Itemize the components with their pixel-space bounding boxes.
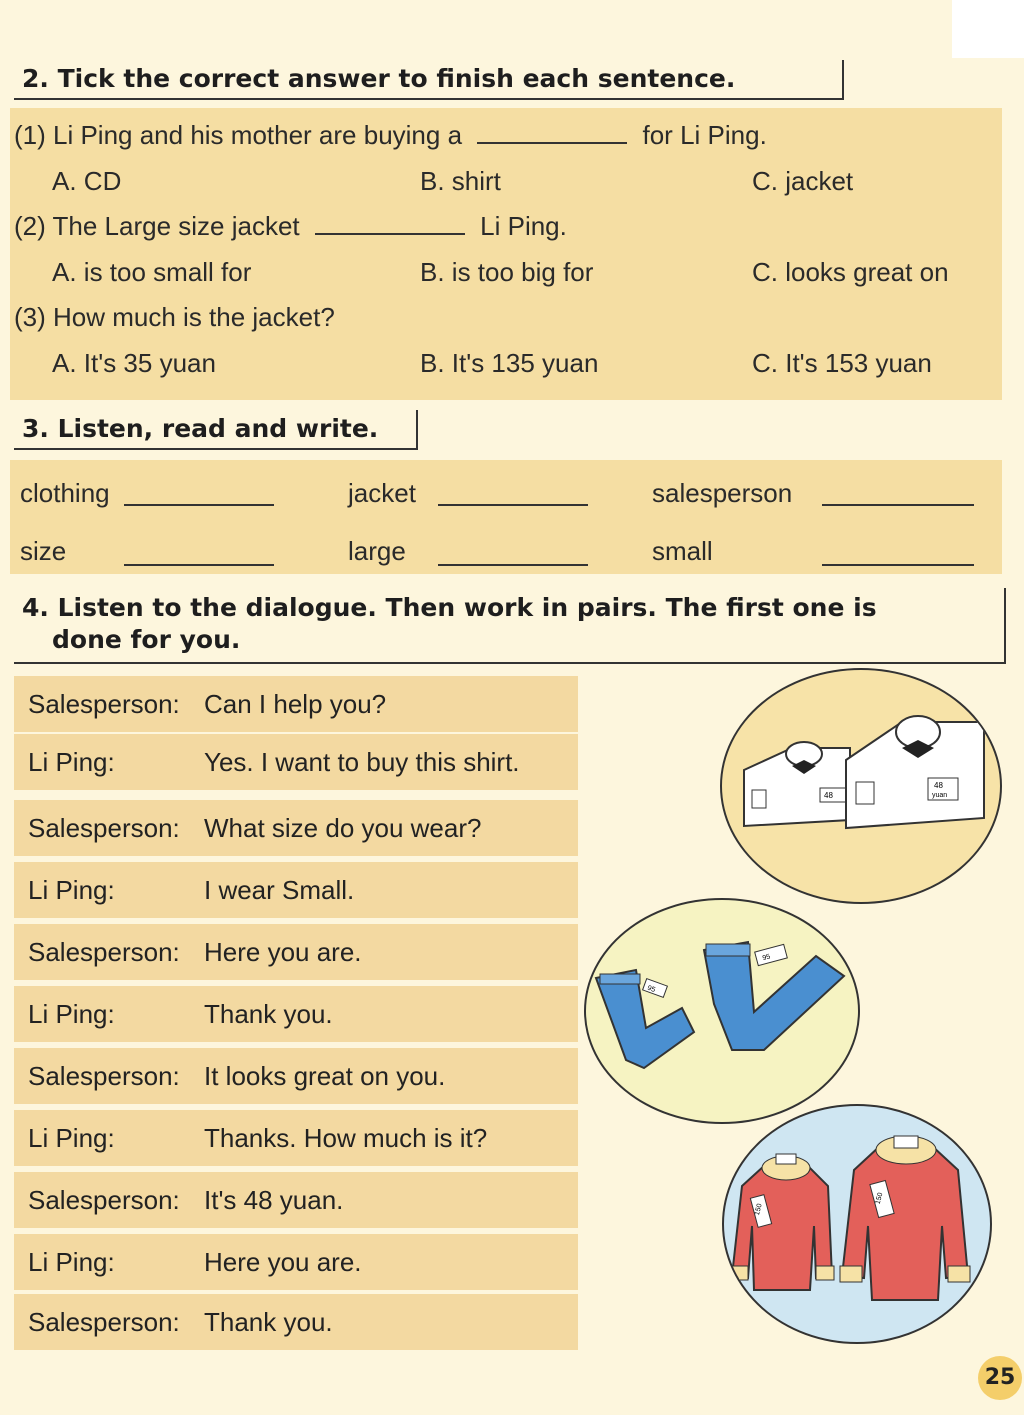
dialogue-row <box>14 1294 578 1350</box>
dialogue-line: I wear Small. <box>204 875 355 905</box>
write-blank-salesperson[interactable] <box>822 504 974 506</box>
jeans-small-icon <box>596 970 694 1068</box>
jackets-picture <box>722 1104 992 1344</box>
answer-blank[interactable] <box>315 233 465 235</box>
shirt-price-tag: 48 <box>824 791 833 800</box>
dialogue-line: Can I help you? <box>204 689 387 719</box>
write-blank-clothing[interactable] <box>124 504 274 506</box>
dialogue-line: Thank you. <box>204 999 333 1029</box>
section-3-header: 3. Listen, read and write. <box>14 410 418 450</box>
jacket-price-tag: 150 <box>753 1202 764 1217</box>
dialogue-row <box>14 800 578 856</box>
dialogue-line: Here you are. <box>204 1247 362 1277</box>
dialogue-line: It's 48 yuan. <box>204 1185 344 1215</box>
speaker: Li Ping: <box>28 1247 115 1277</box>
dialogue-row <box>14 676 578 732</box>
write-blank-size[interactable] <box>124 564 274 566</box>
section-4-header-line1: 4. Listen to the dialogue. Then work in pairs. The first one is <box>22 593 877 622</box>
write-blank-small[interactable] <box>822 564 974 566</box>
question-1 <box>14 120 767 151</box>
dialogue-row <box>14 1234 578 1290</box>
question-2 <box>14 211 567 242</box>
speaker: Salesperson: <box>28 689 180 719</box>
word-jacket: jacket <box>348 478 416 508</box>
speaker: Li Ping: <box>28 875 115 905</box>
dialogue-line: What size do you wear? <box>204 813 482 843</box>
shirt-price-tag: 48 <box>934 781 943 790</box>
section-4-header-line2: done for you. <box>52 625 241 654</box>
page-number: 25 <box>978 1356 1022 1400</box>
jeans-price-tag: 95 <box>646 984 657 994</box>
dialogue-line: Thank you. <box>204 1307 333 1337</box>
dialogue-line: Here you are. <box>204 937 362 967</box>
speaker: Salesperson: <box>28 1061 180 1091</box>
option-2b[interactable]: B. is too big for <box>420 257 594 287</box>
page-corner <box>952 0 1024 58</box>
question-1-end: for Li Ping. <box>642 120 767 150</box>
jacket-small-icon <box>730 1154 834 1290</box>
dialogue-row <box>14 1172 578 1228</box>
dialogue-row <box>14 862 578 918</box>
answer-blank[interactable] <box>477 142 627 144</box>
jeans-illustration <box>586 900 860 1124</box>
jeans-picture <box>584 898 860 1124</box>
jacket-large-icon <box>840 1136 970 1300</box>
dialogue-row <box>14 924 578 980</box>
shirt-large-icon <box>846 716 984 828</box>
question-2-text: (2) The Large size jacket <box>14 211 300 241</box>
speaker: Salesperson: <box>28 1307 180 1337</box>
word-large: large <box>348 536 406 566</box>
speaker: Salesperson: <box>28 1185 180 1215</box>
option-1a[interactable]: A. CD <box>52 166 122 196</box>
shirts-illustration <box>722 670 1002 904</box>
option-3b[interactable]: B. It's 135 yuan <box>420 348 599 378</box>
dialogue-row <box>14 734 578 790</box>
speaker: Salesperson: <box>28 813 180 843</box>
jacket-price-tag: 150 <box>874 1191 885 1206</box>
section-4-header <box>14 588 1006 664</box>
option-2c[interactable]: C. looks great on <box>752 257 949 287</box>
speaker: Salesperson: <box>28 937 180 967</box>
word-clothing: clothing <box>20 478 110 508</box>
question-3: (3) How much is the jacket? <box>14 302 335 332</box>
dialogue-line: Thanks. How much is it? <box>204 1123 488 1153</box>
word-salesperson: salesperson <box>652 478 793 508</box>
speaker: Li Ping: <box>28 747 115 777</box>
dialogue-row <box>14 1048 578 1104</box>
dialogue-row <box>14 986 578 1042</box>
jeans-price-tag: 95 <box>761 953 772 963</box>
speaker: Li Ping: <box>28 999 115 1029</box>
section-3-panel <box>10 460 1002 574</box>
option-1b[interactable]: B. shirt <box>420 166 501 196</box>
shirt-price-unit: yuan <box>932 792 948 799</box>
speaker: Li Ping: <box>28 1123 115 1153</box>
shirt-small-icon <box>744 742 850 826</box>
shirts-picture <box>720 668 1002 904</box>
section-2-header: 2. Tick the correct answer to finish each sentence. <box>14 60 844 100</box>
dialogue-line: It looks great on you. <box>204 1061 446 1091</box>
section-2-panel <box>10 108 1002 400</box>
write-blank-large[interactable] <box>438 564 588 566</box>
option-1c[interactable]: C. jacket <box>752 166 854 196</box>
question-1-text: (1) Li Ping and his mother are buying a <box>14 120 463 150</box>
write-blank-jacket[interactable] <box>438 504 588 506</box>
option-2a[interactable]: A. is too small for <box>52 257 252 287</box>
dialogue-line: Yes. I want to buy this shirt. <box>204 747 520 777</box>
option-3a[interactable]: A. It's 35 yuan <box>52 348 216 378</box>
word-small: small <box>652 536 713 566</box>
question-2-end: Li Ping. <box>480 211 567 241</box>
word-size: size <box>20 536 67 566</box>
dialogue-row <box>14 1110 578 1166</box>
jackets-illustration <box>724 1106 992 1344</box>
jeans-large-icon <box>704 942 844 1050</box>
option-3c[interactable]: C. It's 153 yuan <box>752 348 932 378</box>
